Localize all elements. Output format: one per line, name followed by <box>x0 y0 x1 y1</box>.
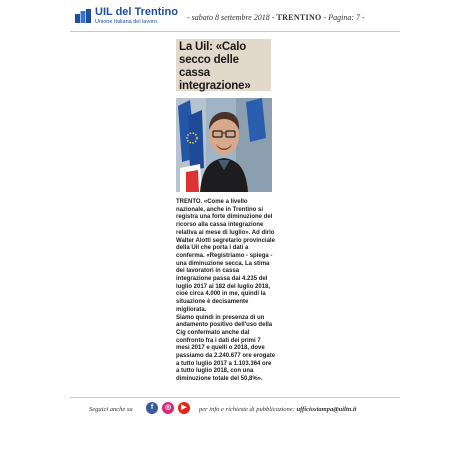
article-headline: La Uil: «Calo secco delle cassa integrazione» <box>179 41 251 92</box>
info-label: per info e richieste di pubblicazione: <box>199 406 295 413</box>
contact-email[interactable]: ufficiostampa@uiltn.it <box>296 406 357 413</box>
bottom-divider <box>70 397 400 398</box>
org-subtitle: Unione Italiana del lavoro <box>95 19 158 25</box>
youtube-icon[interactable]: ▶ <box>178 402 190 414</box>
publication-name: TRENTINO <box>276 13 322 22</box>
headline-box <box>176 39 271 91</box>
org-name: UIL del Trentino <box>95 6 178 18</box>
facebook-icon[interactable]: f <box>146 402 158 414</box>
issue-date: - sabato 8 settembre 2018 - <box>187 13 275 22</box>
article-body <box>176 199 276 384</box>
footer-contact <box>199 406 357 413</box>
uil-logo-icon <box>75 9 91 23</box>
portrait-photo <box>176 98 272 192</box>
publication-info <box>187 13 365 22</box>
page-number: - Pagina: 7 - <box>323 13 365 22</box>
instagram-icon[interactable]: ◎ <box>162 402 174 414</box>
top-divider <box>70 31 400 32</box>
article-paragraph: Siamo quindi in presenza di un andamento positivo dell'uso della Cig confermato anche dal confronto fra i dati dei primi 7 mesi 2017 e quelli o 2018, dove passiamo da 2.240.677 ore erogate a tutto luglio 2017 a 1.103.364 ore a tutto luglio 2018, con una diminuzione totale del 50,8%». <box>176 314 276 383</box>
follow-label: Seguici anche su <box>89 406 133 413</box>
article-paragraph: TRENTO. «Come a livello nazionale, anche in Trentino si registra una forte diminuzione del ricorso alla cassa integrazione relativa ai mese di luglio». Ad dirlo Walter Alotti segretario provinciale della Uil che porta i dati a conferma. «Registriamo - spiega - una diminuzione secca. La stima dei lavoratori in cassa integrazione passa dai 4.235 del luglio 2017 ai 182 del luglio 2018, cioè circa 4.000 in me, quindi la situazione è decisamente migliorata. <box>176 199 275 313</box>
